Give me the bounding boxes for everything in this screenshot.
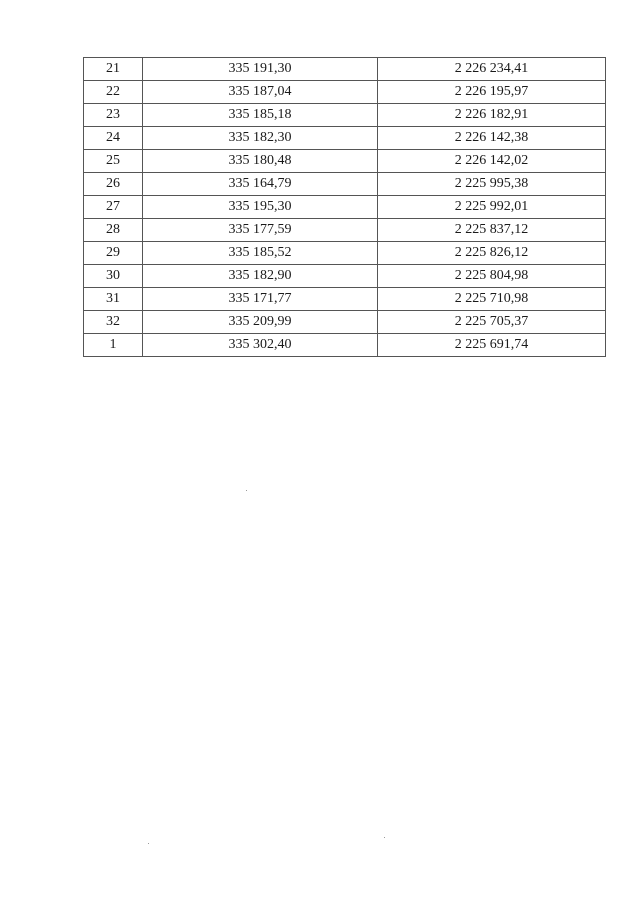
x-coordinate: 335 182,90 (228, 268, 292, 283)
y-coordinate: 2 225 705,37 (454, 314, 529, 329)
x-coordinate-cell (143, 104, 378, 127)
coordinates-table-body (84, 58, 606, 357)
table-row (84, 219, 606, 242)
y-coordinate-cell (378, 127, 606, 150)
y-coordinate: 2 225 837,12 (454, 222, 529, 237)
x-coordinate-cell (143, 219, 378, 242)
y-coordinate-cell (378, 334, 606, 357)
point-number-cell (84, 311, 143, 334)
x-coordinate-cell (143, 127, 378, 150)
point-number-cell (84, 219, 143, 242)
y-coordinate: 2 225 826,12 (454, 245, 529, 260)
scan-speck (148, 843, 149, 844)
table-row (84, 150, 606, 173)
y-coordinate-cell (378, 104, 606, 127)
point-number: 32 (106, 314, 120, 329)
x-coordinate-cell (143, 58, 378, 81)
x-coordinate: 335 187,04 (228, 84, 292, 99)
point-number-cell (84, 127, 143, 150)
x-coordinate-cell (143, 311, 378, 334)
y-coordinate: 2 225 995,38 (454, 176, 529, 191)
y-coordinate: 2 226 142,02 (454, 153, 529, 168)
x-coordinate: 335 302,40 (228, 337, 292, 352)
point-number-cell (84, 150, 143, 173)
point-number: 29 (106, 245, 120, 260)
x-coordinate: 335 171,77 (228, 291, 292, 306)
scan-speck (246, 490, 247, 491)
table-row (84, 311, 606, 334)
point-number: 24 (106, 130, 120, 145)
x-coordinate: 335 177,59 (228, 222, 292, 237)
x-coordinate-cell (143, 173, 378, 196)
x-coordinate: 335 164,79 (228, 176, 292, 191)
point-number: 22 (106, 84, 120, 99)
table-row (84, 288, 606, 311)
x-coordinate-cell (143, 81, 378, 104)
point-number-cell (84, 104, 143, 127)
table-row (84, 242, 606, 265)
y-coordinate-cell (378, 150, 606, 173)
table-row (84, 58, 606, 81)
y-coordinate: 2 226 195,97 (454, 84, 529, 99)
y-coordinate-cell (378, 81, 606, 104)
y-coordinate: 2 225 804,98 (454, 268, 529, 283)
point-number: 23 (106, 107, 120, 122)
table-row (84, 81, 606, 104)
x-coordinate-cell (143, 288, 378, 311)
y-coordinate-cell (378, 311, 606, 334)
point-number: 30 (106, 268, 120, 283)
point-number-cell (84, 173, 143, 196)
x-coordinate: 335 180,48 (228, 153, 292, 168)
x-coordinate: 335 185,18 (228, 107, 292, 122)
point-number-cell (84, 265, 143, 288)
x-coordinate-cell (143, 265, 378, 288)
y-coordinate-cell (378, 173, 606, 196)
y-coordinate: 2 226 234,41 (454, 61, 529, 76)
table-row (84, 334, 606, 357)
x-coordinate-cell (143, 242, 378, 265)
point-number: 31 (106, 291, 120, 306)
y-coordinate: 2 226 142,38 (454, 130, 529, 145)
y-coordinate-cell (378, 242, 606, 265)
x-coordinate-cell (143, 196, 378, 219)
x-coordinate: 335 185,52 (228, 245, 292, 260)
point-number-cell (84, 242, 143, 265)
x-coordinate: 335 191,30 (228, 61, 292, 76)
y-coordinate: 2 226 182,91 (454, 107, 529, 122)
y-coordinate-cell (378, 265, 606, 288)
table-row (84, 127, 606, 150)
point-number-cell (84, 334, 143, 357)
coordinates-table (83, 57, 606, 357)
table-row (84, 196, 606, 219)
point-number-cell (84, 81, 143, 104)
y-coordinate-cell (378, 58, 606, 81)
table-row (84, 173, 606, 196)
x-coordinate: 335 209,99 (228, 314, 292, 329)
point-number: 21 (106, 61, 120, 76)
point-number-cell (84, 58, 143, 81)
point-number-cell (84, 196, 143, 219)
point-number: 27 (106, 199, 120, 214)
y-coordinate-cell (378, 196, 606, 219)
x-coordinate-cell (143, 150, 378, 173)
point-number: 26 (106, 176, 120, 191)
y-coordinate: 2 225 710,98 (454, 291, 529, 306)
table-row (84, 104, 606, 127)
point-number: 1 (109, 337, 117, 352)
y-coordinate-cell (378, 288, 606, 311)
table-row (84, 265, 606, 288)
y-coordinate: 2 225 992,01 (454, 199, 529, 214)
point-number-cell (84, 288, 143, 311)
x-coordinate: 335 182,30 (228, 130, 292, 145)
y-coordinate-cell (378, 219, 606, 242)
y-coordinate: 2 225 691,74 (454, 337, 529, 352)
point-number: 28 (106, 222, 120, 237)
scan-speck (384, 837, 385, 838)
x-coordinate: 335 195,30 (228, 199, 292, 214)
point-number: 25 (106, 153, 120, 168)
x-coordinate-cell (143, 334, 378, 357)
